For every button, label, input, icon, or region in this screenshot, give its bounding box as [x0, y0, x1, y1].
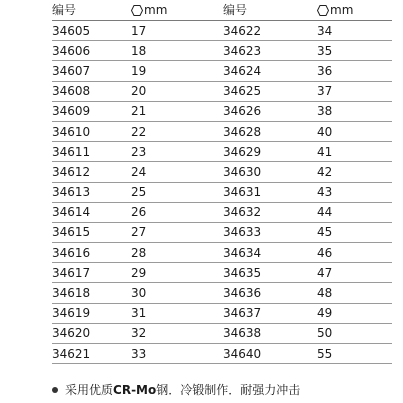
cell-code-left: 34607	[52, 63, 91, 78]
cell-size-left: 31	[131, 306, 147, 321]
cell-size-right: 47	[317, 265, 333, 280]
table-row	[52, 82, 392, 102]
header-size-unit: mm	[330, 3, 354, 17]
cell-size-left: 26	[131, 205, 147, 220]
cell-code-left: 34615	[52, 225, 91, 240]
cell-code-right: 34640	[223, 346, 262, 361]
table-row	[52, 243, 392, 263]
table-row	[52, 283, 392, 303]
cell-code-left: 34620	[52, 326, 91, 341]
cell-size-right: 49	[317, 306, 333, 321]
cell-code-right: 34631	[223, 185, 262, 200]
cell-size-left: 17	[131, 23, 147, 38]
cell-code-right: 34629	[223, 144, 262, 159]
footer-material: CR-Mo	[113, 382, 157, 397]
table-row	[52, 223, 392, 243]
cell-code-right: 34633	[223, 225, 262, 240]
cell-size-left: 25	[131, 185, 147, 200]
cell-size-right: 43	[317, 185, 333, 200]
cell-size-right: 37	[317, 84, 333, 99]
table-row	[52, 122, 392, 142]
cell-code-left: 34614	[52, 205, 91, 220]
hexagon-icon	[317, 5, 329, 16]
table-row	[52, 41, 392, 61]
header-size-right	[317, 4, 377, 16]
cell-code-left: 34616	[52, 245, 91, 260]
cell-size-right: 48	[317, 286, 333, 301]
table-row	[52, 162, 392, 182]
footer-prefix: 采用优质	[65, 383, 114, 397]
cell-size-left: 24	[131, 164, 147, 179]
cell-size-left: 18	[131, 43, 147, 58]
cell-size-right: 45	[317, 225, 333, 240]
cell-code-left: 34611	[52, 144, 91, 159]
header-code-right: 编号	[223, 3, 248, 17]
table-row	[52, 142, 392, 162]
cell-code-right: 34626	[223, 104, 262, 119]
cell-size-left: 21	[131, 104, 147, 119]
table-row	[52, 324, 392, 344]
cell-code-left: 34618	[52, 286, 91, 301]
cell-code-left: 34621	[52, 346, 91, 361]
cell-size-left: 28	[131, 245, 147, 260]
cell-size-left: 30	[131, 286, 147, 301]
cell-code-left: 34613	[52, 185, 91, 200]
cell-size-left: 22	[131, 124, 147, 139]
table-body	[52, 21, 392, 364]
hexagon-icon	[131, 5, 143, 16]
table-row	[52, 263, 392, 283]
cell-size-right: 50	[317, 326, 333, 341]
bullet-icon	[52, 387, 58, 393]
cell-size-right: 42	[317, 164, 333, 179]
cell-code-right: 34630	[223, 164, 262, 179]
cell-size-left: 32	[131, 326, 147, 341]
table-row	[52, 344, 392, 364]
table-header	[52, 0, 392, 21]
cell-code-right: 34636	[223, 286, 262, 301]
cell-code-left: 34605	[52, 23, 91, 38]
cell-size-left: 27	[131, 225, 147, 240]
cell-size-right: 35	[317, 43, 333, 58]
header-size-unit: mm	[144, 3, 168, 17]
cell-code-right: 34623	[223, 43, 262, 58]
table-row	[52, 304, 392, 324]
cell-code-right: 34637	[223, 306, 262, 321]
cell-size-right: 46	[317, 245, 333, 260]
table-row	[52, 183, 392, 203]
header-code-left: 编号	[52, 3, 77, 17]
cell-code-right: 34628	[223, 124, 262, 139]
table-row	[52, 61, 392, 81]
cell-code-right: 34632	[223, 205, 262, 220]
table-row	[52, 203, 392, 223]
cell-code-right: 34625	[223, 84, 262, 99]
cell-size-right: 38	[317, 104, 333, 119]
cell-size-right: 36	[317, 63, 333, 78]
cell-code-left: 34617	[52, 265, 91, 280]
spec-table	[52, 0, 392, 364]
cell-size-right: 41	[317, 144, 333, 159]
cell-code-left: 34619	[52, 306, 91, 321]
cell-code-right: 34638	[223, 326, 262, 341]
cell-size-right: 40	[317, 124, 333, 139]
table-row	[52, 102, 392, 122]
cell-code-left: 34612	[52, 164, 91, 179]
header-size-left	[131, 4, 223, 16]
cell-code-right: 34624	[223, 63, 262, 78]
cell-size-left: 20	[131, 84, 147, 99]
table-row	[52, 21, 392, 41]
cell-code-right: 34635	[223, 265, 262, 280]
cell-code-left: 34609	[52, 104, 91, 119]
cell-size-left: 23	[131, 144, 147, 159]
cell-code-right: 34634	[223, 245, 262, 260]
cell-code-right: 34622	[223, 23, 262, 38]
cell-size-left: 19	[131, 63, 147, 78]
cell-size-left: 33	[131, 346, 147, 361]
cell-code-left: 34606	[52, 43, 91, 58]
footer-suffix: 钢．冷锻制作．耐强力冲击	[156, 383, 301, 397]
cell-size-right: 34	[317, 23, 333, 38]
cell-code-left: 34608	[52, 84, 91, 99]
footer-note	[52, 381, 300, 398]
cell-size-right: 44	[317, 205, 333, 220]
cell-size-left: 29	[131, 265, 147, 280]
cell-code-left: 34610	[52, 124, 91, 139]
cell-size-right: 55	[317, 346, 333, 361]
